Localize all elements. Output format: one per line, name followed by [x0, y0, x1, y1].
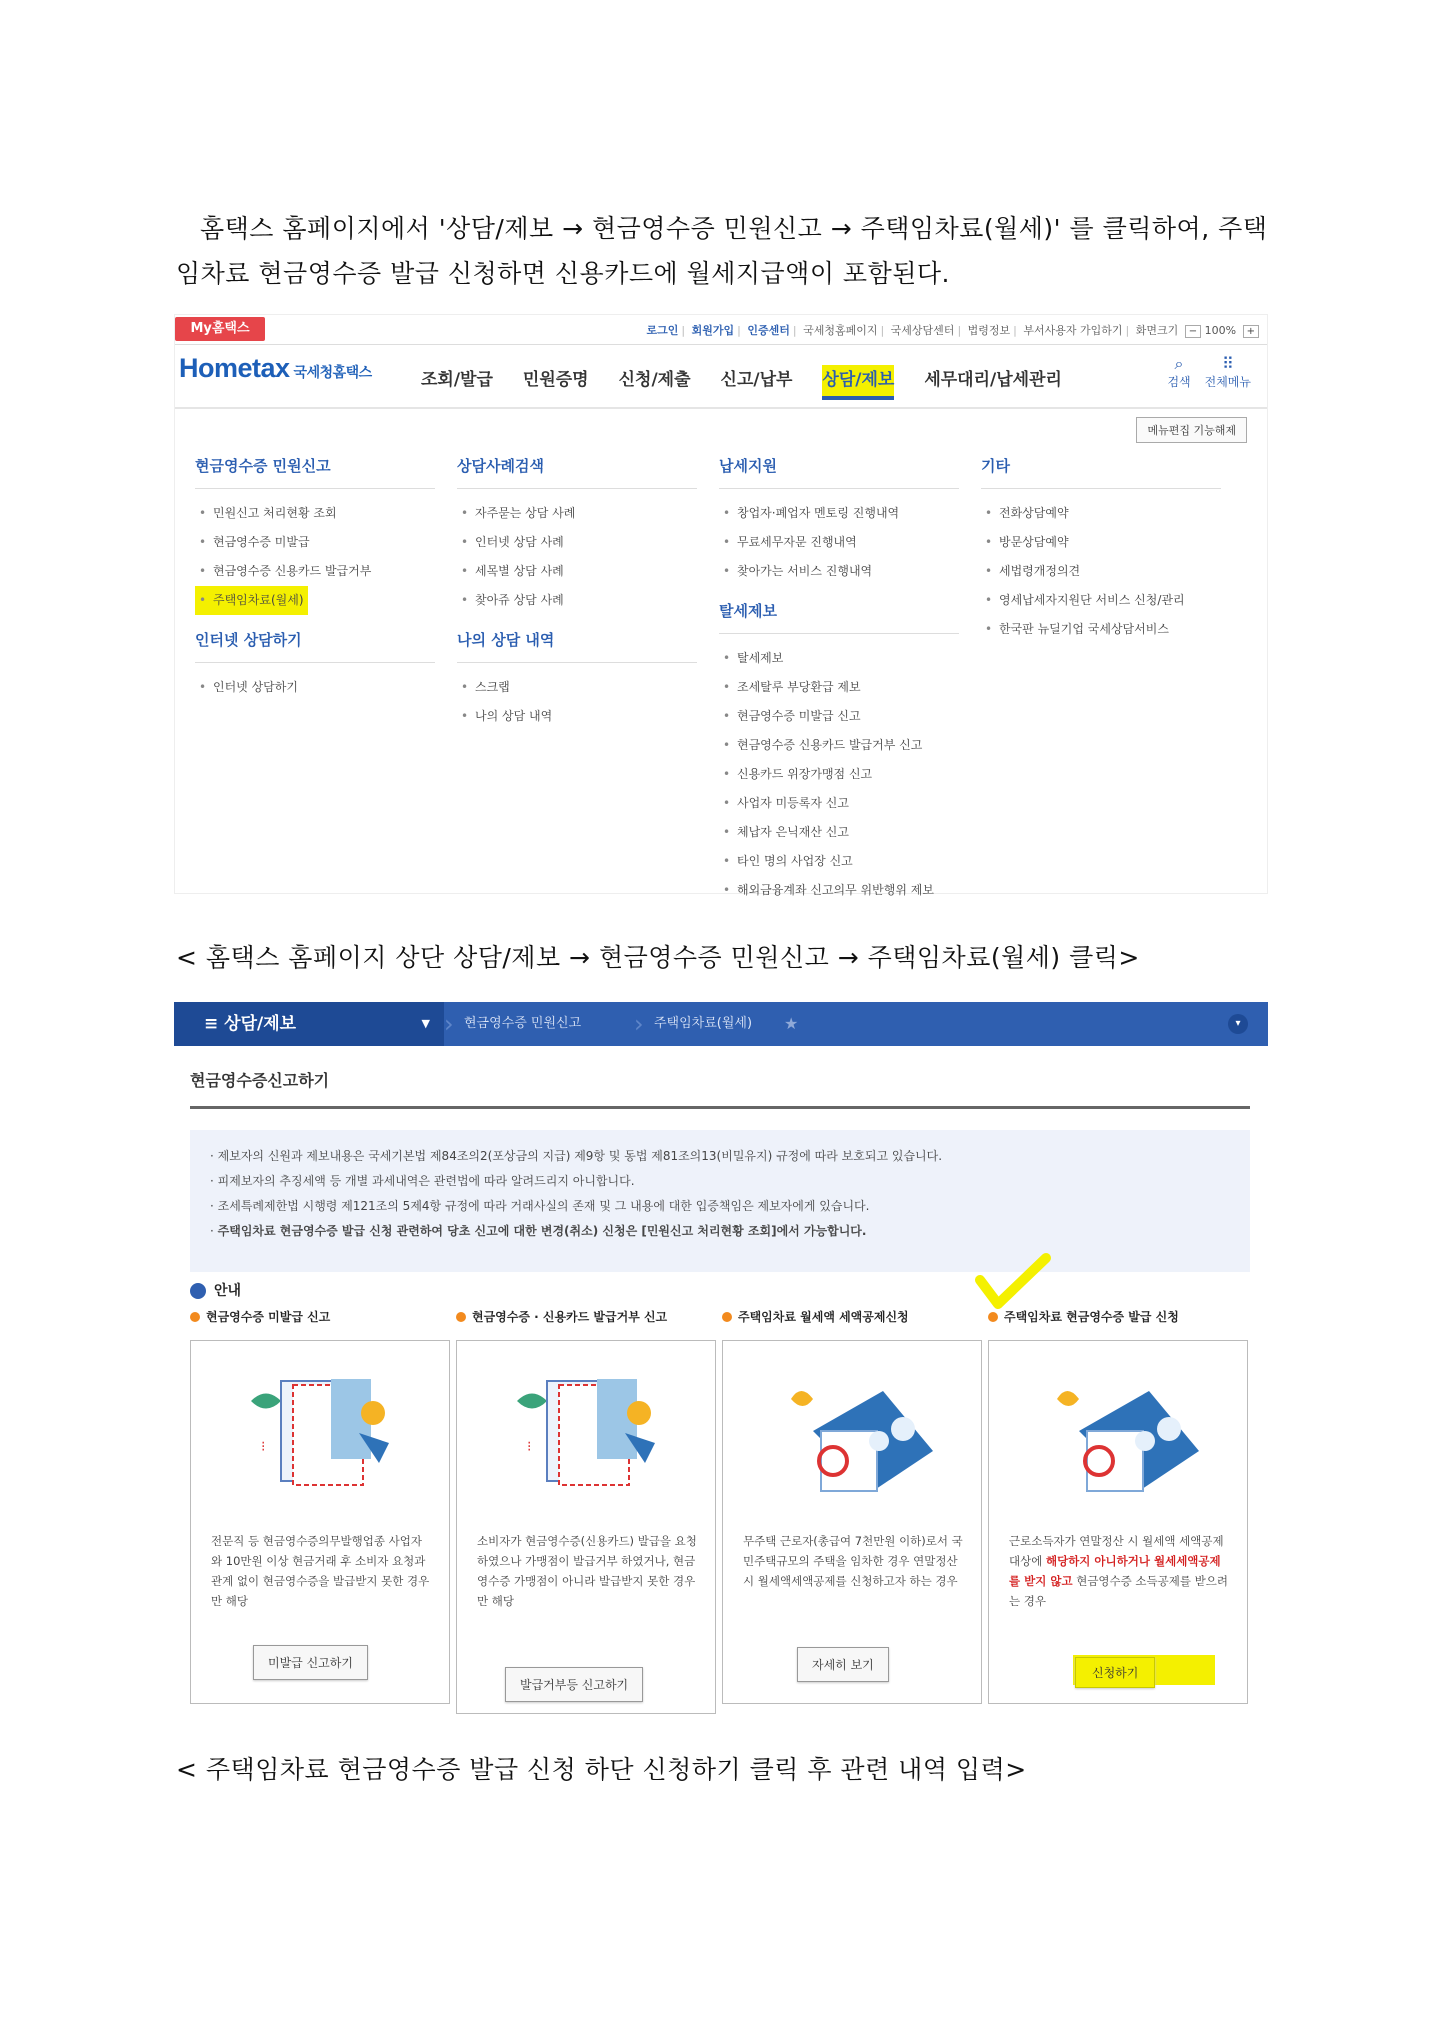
guide-label: 안내	[214, 1283, 242, 1299]
zoom-in-button[interactable]: +	[1243, 325, 1259, 338]
menu-item[interactable]: • 현금영수증 미발급	[195, 528, 435, 557]
dept-user-signup-link[interactable]: 부서사용자 가입하기	[1023, 324, 1123, 337]
card-description: 무주택 근로자(총급여 7천만원 이하)로서 국민주택규모의 주택을 임차한 경우 연말정산시 월세액세액공제를 신청하고자 하는 경우	[743, 1534, 963, 1588]
column-title[interactable]: 납세지원	[719, 455, 959, 489]
column-title[interactable]: 기타	[981, 455, 1221, 489]
signup-link[interactable]: 회원가입	[691, 324, 735, 337]
logo-ko-text: 국세청홈택스	[293, 364, 372, 380]
notice-box	[190, 1130, 1250, 1272]
divider	[175, 407, 1267, 409]
menu-item[interactable]: • 방문상담예약	[981, 528, 1231, 557]
caption-1: < 홈택스 홈페이지 상단 상담/제보 → 현금영수증 민원신고 → 주택임차료(월세) 클릭>	[176, 943, 1140, 972]
card-box	[988, 1340, 1248, 1704]
card-rent-tax-credit	[722, 1310, 982, 1672]
menu-column-cash-receipt	[195, 455, 435, 702]
breadcrumb	[174, 1002, 1268, 1046]
notice-line: · 조세특례제한법 시행령 제121조의 5제4항 규정에 따라 거래사실의 존재 및 그 내용에 대한 입증책임은 제보자에게 있습니다.	[210, 1199, 870, 1213]
menu-item[interactable]: • 해외금융계좌 신고의무 위반행위 제보	[719, 876, 959, 905]
menu-item[interactable]: • 찾아가는 서비스 진행내역	[719, 557, 959, 586]
notice-text: 피제보자의 추징세액 등 개별 과세내역은 관련법에 따라 알려드리지 아니합니다.	[217, 1174, 635, 1188]
card-description: 소비자가 현금영수증(신용카드) 발급을 요청하였으나 가맹점이 발급거부 하였거나, 현금영수증 가맹점이 아니라 발급받지 못한 경우만 해당	[477, 1534, 697, 1608]
receipt-illustration	[507, 1371, 667, 1501]
breadcrumb-root-label: 상담/제보	[224, 1014, 297, 1034]
search-label: 검색	[1167, 375, 1191, 389]
menu-item[interactable]: • 탈세제보	[719, 644, 959, 673]
info-icon	[190, 1283, 206, 1299]
card-unissued-report	[190, 1310, 450, 1670]
screen-size-label: 화면크기	[1135, 324, 1179, 337]
column-title[interactable]: 상담사례검색	[457, 455, 697, 489]
apply-button[interactable]: 신청하기	[1075, 1657, 1155, 1688]
nav-item-inquiry[interactable]: 조회/발급	[421, 370, 493, 390]
column-subtitle[interactable]: 탈세제보	[719, 600, 959, 634]
card-description: 전문직 등 현금영수증의무발행업종 사업자와 10만원 이상 현금거래 후 소비자 요청과 관계 없이 현금영수증을 발급받지 못한 경우만 해당	[211, 1534, 430, 1608]
login-link[interactable]: 로그인	[646, 324, 679, 337]
logo-text: Hometax	[179, 353, 290, 383]
chevron-right-icon: ›	[444, 1010, 454, 1038]
notice-text: 주택임차료 현금영수증 발급 신청 관련하여 당초 신고에 대한 변경(취소) 신청은 [민원신고 처리현황 조회]에서 가능합니다.	[217, 1224, 867, 1238]
card-refusal-report	[456, 1310, 716, 1692]
menu-item-housing-rent[interactable]: • 주택임차료(월세)	[195, 586, 308, 615]
details-button[interactable]: 자세히 보기	[797, 1647, 889, 1682]
card-title: 주택임차료 월세액 세액공제신청	[722, 1310, 982, 1340]
menu-item[interactable]: • 인터넷 상담 사례	[457, 528, 697, 557]
menu-item[interactable]: • 인터넷 상담하기	[195, 673, 435, 702]
chevron-right-icon: ›	[634, 1010, 644, 1038]
nts-homepage-link[interactable]: 국세청홈페이지	[803, 324, 878, 337]
menu-item[interactable]: • 신용카드 위장가맹점 신고	[719, 760, 959, 789]
card-box	[456, 1340, 716, 1714]
page-title: 현금영수증신고하기	[190, 1071, 330, 1090]
card-title: 현금영수증 · 신용카드 발급거부 신고	[456, 1310, 716, 1340]
all-menu-button[interactable]	[1205, 355, 1251, 390]
notice-text: 제보자의 신원과 제보내용은 국세기본법 제84조의2(포상금의 지급) 제9항 및 동법 제81조의13(비밀유지) 규정에 따라 보호되고 있습니다.	[217, 1149, 943, 1163]
menu-item[interactable]: • 사업자 미등록자 신고	[719, 789, 959, 818]
svg-text:⁝: ⁝	[527, 1439, 532, 1455]
zoom-level: 100%	[1204, 324, 1237, 337]
guide-heading	[190, 1280, 241, 1300]
svg-text:⁝: ⁝	[261, 1439, 266, 1455]
tax-consult-center-link[interactable]: 국세상담센터	[890, 324, 955, 337]
notice-line: · 제보자의 신원과 제보내용은 국세기본법 제84조의2(포상금의 지급) 제9항 및 동법 제81조의13(비밀유지) 규정에 따라 보호되고 있습니다.	[210, 1149, 943, 1163]
search-icon: ⌕	[1174, 354, 1184, 373]
card-description	[1009, 1531, 1229, 1611]
menu-column-etc	[981, 455, 1231, 644]
search-button[interactable]	[1167, 355, 1190, 390]
menu-item[interactable]: • 타인 명의 사업장 신고	[719, 847, 959, 876]
nav-icons	[1167, 355, 1251, 390]
intro-paragraph: 홈택스 홈페이지에서 '상담/제보 → 현금영수증 민원신고 → 주택임차료(월세)' 를 클릭하여, 주택임차료 현금영수증 발급 신청하면 신용카드에 월세지급액이 포함된다.	[176, 214, 1268, 288]
law-info-link[interactable]: 법령정보	[967, 324, 1011, 337]
menu-column-case-search	[457, 455, 697, 731]
desc-part: 현금영수증 소득공제를 받으려는 경우	[1009, 1574, 1228, 1608]
column-subtitle[interactable]: 인터넷 상담하기	[195, 629, 435, 663]
checkmark-annotation	[974, 1252, 1054, 1312]
menu-column-tax-support	[719, 455, 959, 905]
nav-item-certificate[interactable]: 민원증명	[522, 370, 589, 390]
menu-item[interactable]: • 무료세무자문 진행내역	[719, 528, 959, 557]
menu-item[interactable]: • 조세탈루 부당환급 제보	[719, 673, 959, 702]
menu-item[interactable]: • 영세납세자지원단 서비스 신청/관리	[981, 586, 1231, 615]
column-title[interactable]: 현금영수증 민원신고	[195, 455, 435, 489]
star-icon[interactable]: ★	[784, 1014, 799, 1033]
nav-item-consult-report[interactable]: 상담/제보	[822, 365, 894, 400]
card-title: 현금영수증 미발급 신고	[190, 1310, 450, 1340]
nav-item-apply[interactable]: 신청/제출	[618, 370, 691, 390]
menu-item[interactable]: • 체납자 은닉재산 신고	[719, 818, 959, 847]
receipt-illustration	[241, 1371, 401, 1501]
all-menu-label: 전체메뉴	[1204, 375, 1251, 389]
menu-item[interactable]: • 현금영수증 미발급 신고	[719, 702, 959, 731]
menu-item[interactable]: • 한국판 뉴딜기업 국세상담서비스	[981, 615, 1231, 644]
menu-item[interactable]: • 세법령개정의견	[981, 557, 1231, 586]
column-subtitle[interactable]: 나의 상담 내역	[457, 629, 697, 663]
menu-item[interactable]: • 전화상담예약	[981, 499, 1231, 528]
menu-item[interactable]: • 현금영수증 신용카드 발급거부	[195, 557, 435, 586]
top-bar	[175, 315, 1267, 345]
house-illustration	[773, 1371, 933, 1501]
zoom-out-button[interactable]: −	[1185, 325, 1201, 338]
card-box	[722, 1340, 982, 1704]
unissued-report-button[interactable]: 미발급 신고하기	[253, 1645, 368, 1680]
desc-emphasis: 해당하지 아니하거나 월세세액공제를 받지 않고	[1009, 1554, 1221, 1588]
refusal-report-button[interactable]: 발급거부등 신고하기	[505, 1667, 643, 1702]
my-hometax-tab[interactable]: My홈택스	[175, 317, 265, 341]
menu-item[interactable]: • 창업자·폐업자 멘토링 진행내역	[719, 499, 959, 528]
caption-2: < 주택임차료 현금영수증 발급 신청 하단 신청하기 클릭 후 관련 내역 입력>	[176, 1755, 1027, 1784]
card-rent-cash-receipt	[988, 1310, 1248, 1680]
card-box	[190, 1340, 450, 1704]
nav-item-report-pay[interactable]: 신고/납부	[720, 370, 793, 390]
card-title: 주택임차료 현금영수증 발급 신청	[988, 1310, 1248, 1340]
hometax-menu-screenshot	[174, 314, 1268, 897]
notice-line: · 피제보자의 추징세액 등 개별 과세내역은 관련법에 따라 알려드리지 아니합니다.	[210, 1174, 635, 1188]
grid-icon: ⠿	[1221, 354, 1234, 373]
nav-item-tax-agent[interactable]: 세무대리/납세관리	[924, 370, 1062, 390]
menu-edit-button[interactable]: 메뉴편집 기능해제	[1136, 417, 1247, 443]
cert-center-link[interactable]: 인증센터	[747, 324, 790, 337]
notice-line: · 주택임차료 현금영수증 발급 신청 관련하여 당초 신고에 대한 변경(취소) 신청은 [민원신고 처리현황 조회]에서 가능합니다.	[210, 1224, 867, 1238]
breadcrumb-item[interactable]: 현금영수증 민원신고	[464, 1016, 582, 1031]
main-nav	[421, 365, 1092, 400]
expand-icon[interactable]: ▾	[1228, 1014, 1248, 1034]
dropdown-icon: ▼	[421, 1017, 430, 1030]
breadcrumb-item[interactable]: 주택임차료(월세)	[654, 1016, 753, 1031]
breadcrumb-root[interactable]: ≡ 상담/제보 ▼	[174, 1002, 444, 1046]
menu-item[interactable]: • 나의 상담 내역	[457, 702, 697, 731]
top-links: 로그인 | 회원가입 | 인증센터 | 국세청홈페이지 | 국세상담센터 | 법령정보 | 부서사용자 가입하기 | 화면크기 − 100% +	[646, 322, 1259, 338]
house-illustration	[1039, 1371, 1199, 1501]
menu-item[interactable]: • 세목별 상담 사례	[457, 557, 697, 586]
menu-item[interactable]: • 민원신고 처리현황 조회	[195, 499, 435, 528]
hometax-logo[interactable]	[179, 353, 372, 384]
notice-text: 조세특례제한법 시행령 제121조의 5제4항 규정에 따라 거래사실의 존재 및 그 내용에 대한 입증책임은 제보자에게 있습니다.	[217, 1199, 870, 1213]
cash-receipt-report-screenshot	[174, 1002, 1268, 1714]
desc-part: 근로소득자가 연말정산 시 월세액 세액공제 대상에	[1009, 1534, 1224, 1568]
menu-item[interactable]: • 스크랩	[457, 673, 697, 702]
title-underline	[190, 1106, 1250, 1109]
menu-item[interactable]: • 자주묻는 상담 사례	[457, 499, 697, 528]
menu-item[interactable]: • 찾아쥬 상담 사례	[457, 586, 697, 615]
menu-item[interactable]: • 현금영수증 신용카드 발급거부 신고	[719, 731, 959, 760]
